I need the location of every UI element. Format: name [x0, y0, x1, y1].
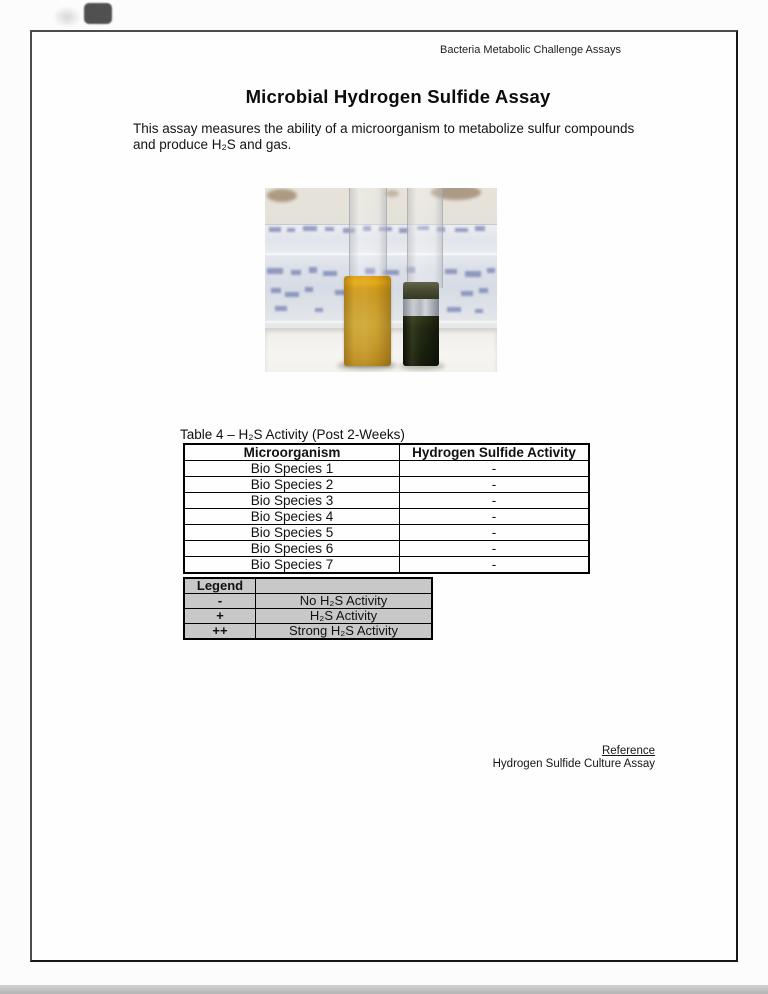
species-cell: Bio Species 5	[184, 525, 400, 541]
vial-glass-band	[403, 299, 439, 316]
activity-table	[183, 443, 590, 574]
column-header-microorganism: Microorganism	[184, 444, 400, 461]
legend-row	[184, 609, 432, 624]
legend-description: H₂S Activity	[256, 609, 433, 624]
legend-table	[183, 577, 433, 640]
legend-symbol: -	[184, 594, 256, 609]
legend-row	[184, 594, 432, 609]
species-cell: Bio Species 1	[184, 461, 400, 477]
table-caption: Table 4 – H₂S Activity (Post 2-Weeks)	[180, 427, 405, 442]
legend-empty-cell	[256, 578, 433, 594]
table-row	[184, 541, 589, 557]
left-glass-tube	[349, 188, 387, 284]
scan-edge-band	[0, 985, 768, 994]
legend-description: Strong H₂S Activity	[256, 624, 433, 640]
reference-label: Reference	[601, 745, 655, 757]
left-culture-vial-yellow	[344, 276, 391, 366]
species-cell: Bio Species 4	[184, 509, 400, 525]
species-cell: Bio Species 3	[184, 493, 400, 509]
column-header-activity: Hydrogen Sulfide Activity	[400, 444, 590, 461]
activity-cell: -	[400, 493, 590, 509]
intro-paragraph	[133, 121, 634, 153]
table-header-row	[184, 444, 589, 461]
species-cell: Bio Species 2	[184, 477, 400, 493]
scan-mark-artifact	[84, 3, 112, 24]
species-cell: Bio Species 7	[184, 557, 400, 574]
table-row	[184, 477, 589, 493]
table-row	[184, 509, 589, 525]
vial-cap	[403, 282, 439, 299]
document-page	[30, 30, 738, 962]
page-title: Microbial Hydrogen Sulfide Assay	[245, 86, 551, 107]
table-row	[184, 461, 589, 477]
species-cell: Bio Species 6	[184, 541, 400, 557]
reference-block	[493, 745, 655, 771]
activity-cell: -	[400, 461, 590, 477]
intro-line-1: This assay measures the ability of a microorganism to metabolize sulfur compounds	[133, 121, 635, 136]
right-glass-tube	[407, 188, 443, 288]
legend-title: Legend	[184, 578, 256, 594]
activity-cell: -	[400, 509, 590, 525]
legend-header-row	[184, 578, 432, 594]
legend-row	[184, 624, 432, 640]
activity-cell: -	[400, 557, 590, 574]
vial-dark-liquid	[403, 316, 439, 366]
table-row	[184, 525, 589, 541]
table-row	[184, 493, 589, 509]
specimen-photo	[265, 188, 497, 372]
scan-smudge-artifact	[52, 6, 82, 28]
running-header: Bacteria Metabolic Challenge Assays	[440, 44, 621, 56]
reference-text: Hydrogen Sulfide Culture Assay	[492, 758, 655, 770]
intro-line-2: and produce H₂S and gas.	[133, 137, 292, 152]
activity-cell: -	[400, 525, 590, 541]
right-culture-vial-dark	[403, 282, 439, 366]
activity-cell: -	[400, 477, 590, 493]
table-row	[184, 557, 589, 574]
activity-cell: -	[400, 541, 590, 557]
legend-symbol: +	[184, 609, 256, 624]
legend-description: No H₂S Activity	[256, 594, 433, 609]
legend-symbol: ++	[184, 624, 256, 640]
